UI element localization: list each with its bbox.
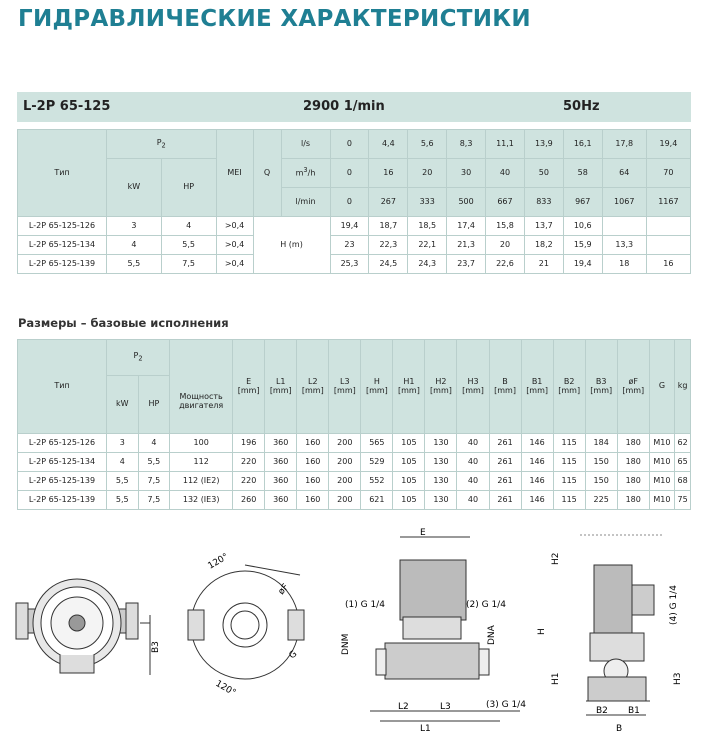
dims-cell-hp: 5,5 xyxy=(138,453,170,472)
label-h: H xyxy=(537,628,547,635)
dims-cell-value: 68 xyxy=(675,472,691,491)
perf-cell-hp: 4 xyxy=(161,217,216,236)
unit-m3h xyxy=(281,159,330,188)
label-dnm: DNM xyxy=(341,633,351,655)
dims-cell-hp: 7,5 xyxy=(138,472,170,491)
flow-m3h-cell: 30 xyxy=(447,159,486,188)
dims-cell-value: 196 xyxy=(233,434,265,453)
perf-cell-h: 18 xyxy=(602,255,646,274)
perf-cell-h: 15,9 xyxy=(563,236,602,255)
label-l1: L1 xyxy=(420,724,431,734)
dims-cell-type: L-2P 65-125-139 xyxy=(18,472,107,491)
label-b3: B3 xyxy=(151,641,161,653)
dims-cell-value: 115 xyxy=(553,453,585,472)
dims-cell-value: 565 xyxy=(361,434,393,453)
dims-p2-label: P xyxy=(133,351,139,361)
perf-cell-h: 22,1 xyxy=(408,236,447,255)
dims-col-header: G xyxy=(649,340,674,434)
flow-lmin-cell: 667 xyxy=(486,188,525,217)
dims-cell-hp: 4 xyxy=(138,434,170,453)
perf-cell-h: 23 xyxy=(330,236,369,255)
flow-m3h-cell: 0 xyxy=(330,159,369,188)
label-g4: (4) G 1/4 xyxy=(669,585,679,625)
dims-cell-type: L-2P 65-125-134 xyxy=(18,453,107,472)
dims-cell-value: 160 xyxy=(297,472,329,491)
label-b: B xyxy=(616,724,623,734)
dims-p2-sub: 2 xyxy=(138,354,143,363)
perf-cell-h: 19,4 xyxy=(330,217,369,236)
flow-ls-cell: 0 xyxy=(330,130,369,159)
dims-cell-value: 360 xyxy=(265,453,297,472)
flow-lmin-cell: 500 xyxy=(447,188,486,217)
label-h2: H2 xyxy=(551,552,561,565)
dims-row xyxy=(18,434,691,453)
technical-drawings xyxy=(0,525,712,755)
dims-cell-value: 146 xyxy=(521,453,553,472)
perf-cell-h xyxy=(646,217,690,236)
perf-cell-kw: 3 xyxy=(107,217,162,236)
perf-col-kw: kW xyxy=(107,159,162,217)
dims-cell-value: 130 xyxy=(425,453,457,472)
dims-cell-value: 150 xyxy=(585,453,617,472)
dims-col-header: kg xyxy=(675,340,691,434)
perf-cell-h xyxy=(646,236,690,255)
perf-cell-h: 15,8 xyxy=(486,217,525,236)
label-e: E xyxy=(420,528,426,538)
dims-col-hp: HP xyxy=(138,376,170,434)
perf-cell-h: 16 xyxy=(646,255,690,274)
dims-cell-value: 130 xyxy=(425,472,457,491)
perf-row xyxy=(18,255,691,274)
unit-ls: l/s xyxy=(281,130,330,159)
dims-cell-value: 180 xyxy=(617,453,649,472)
dims-cell-kw: 3 xyxy=(107,434,139,453)
dims-col-header: øF [mm] xyxy=(617,340,649,434)
label-angle1: 120° xyxy=(206,552,231,572)
perf-cell-kw: 4 xyxy=(107,236,162,255)
dims-cell-value: 62 xyxy=(675,434,691,453)
dims-col-header: B1 [mm] xyxy=(521,340,553,434)
dims-cell-value: 105 xyxy=(393,453,425,472)
perf-p2-sub: 2 xyxy=(161,141,166,150)
flow-ls-cell: 19,4 xyxy=(646,130,690,159)
dims-cell-value: 115 xyxy=(553,434,585,453)
dims-cell-value: 260 xyxy=(233,491,265,510)
dims-cell-value: 225 xyxy=(585,491,617,510)
perf-cell-h: 22,6 xyxy=(486,255,525,274)
dims-col-p2 xyxy=(107,340,170,376)
dims-cell-value: 75 xyxy=(675,491,691,510)
speed: 2900 1/min xyxy=(303,99,385,114)
dims-cell-kw: 5,5 xyxy=(107,472,139,491)
dims-col-header: H1 [mm] xyxy=(393,340,425,434)
flange-top-view xyxy=(188,565,304,679)
dims-col-header: L3 [mm] xyxy=(329,340,361,434)
flow-lmin-cell: 1167 xyxy=(646,188,690,217)
dims-cell-value: M10 xyxy=(649,453,674,472)
label-phif: øF xyxy=(276,582,292,597)
dims-col-header: E [mm] xyxy=(233,340,265,434)
perf-cell-h: 13,7 xyxy=(524,217,563,236)
dims-col-header: H3 [mm] xyxy=(457,340,489,434)
perf-cell-hp: 7,5 xyxy=(161,255,216,274)
perf-col-p2 xyxy=(107,130,217,159)
flow-lmin-cell: 0 xyxy=(330,188,369,217)
perf-cell-type: L-2P 65-125-126 xyxy=(18,217,107,236)
dims-col-header: H [mm] xyxy=(361,340,393,434)
perf-row xyxy=(18,236,691,255)
perf-cell-h xyxy=(602,217,646,236)
dims-cell-value: 360 xyxy=(265,491,297,510)
pump-side-view xyxy=(370,537,520,721)
dims-cell-kw: 4 xyxy=(107,453,139,472)
flow-m3h-cell: 64 xyxy=(602,159,646,188)
dims-cell-value: 200 xyxy=(329,453,361,472)
unit-m3h-base: m xyxy=(295,168,304,178)
dims-col-header: B2 [mm] xyxy=(553,340,585,434)
label-l3: L3 xyxy=(440,702,451,712)
dims-row xyxy=(18,453,691,472)
dims-cell-type: L-2P 65-125-126 xyxy=(18,434,107,453)
label-b2: B2 xyxy=(596,706,608,716)
dims-cell-value: 146 xyxy=(521,434,553,453)
dims-cell-value: 160 xyxy=(297,491,329,510)
perf-cell-h: 18,2 xyxy=(524,236,563,255)
perf-col-q: Q xyxy=(253,130,281,217)
dims-cell-motor: 112 xyxy=(170,453,233,472)
dims-cell-value: 261 xyxy=(489,434,521,453)
perf-cell-h: 25,3 xyxy=(330,255,369,274)
dims-cell-motor: 112 (IE2) xyxy=(170,472,233,491)
dims-cell-value: 200 xyxy=(329,491,361,510)
dims-cell-value: 115 xyxy=(553,472,585,491)
perf-p2-label: P xyxy=(156,137,162,147)
perf-cell-type: L-2P 65-125-134 xyxy=(18,236,107,255)
dims-cell-value: 130 xyxy=(425,434,457,453)
flow-ls-cell: 5,6 xyxy=(408,130,447,159)
perf-h-label: H (m) xyxy=(253,217,330,274)
perf-cell-h: 24,5 xyxy=(369,255,408,274)
dims-col-header: B [mm] xyxy=(489,340,521,434)
label-h3: H3 xyxy=(673,672,683,685)
dims-cell-value: 105 xyxy=(393,472,425,491)
flow-ls-cell: 4,4 xyxy=(369,130,408,159)
dims-col-header: L1 [mm] xyxy=(265,340,297,434)
dims-cell-value: 160 xyxy=(297,453,329,472)
dims-cell-value: 180 xyxy=(617,434,649,453)
flow-lmin-cell: 1067 xyxy=(602,188,646,217)
dims-cell-motor: 100 xyxy=(170,434,233,453)
perf-cell-h: 18,5 xyxy=(408,217,447,236)
dims-cell-value: 360 xyxy=(265,472,297,491)
flow-lmin-cell: 967 xyxy=(563,188,602,217)
dims-cell-value: 180 xyxy=(617,472,649,491)
dims-cell-value: 105 xyxy=(393,434,425,453)
dims-col-motor: Мощность двигателя xyxy=(170,340,233,434)
label-g1: (1) G 1/4 xyxy=(345,600,385,610)
dims-cell-value: 160 xyxy=(297,434,329,453)
dims-col-kw: kW xyxy=(107,376,139,434)
unit-m3h-sup: 3 xyxy=(303,166,308,175)
perf-cell-mei: >0,4 xyxy=(216,255,253,274)
perf-cell-h: 21,3 xyxy=(447,236,486,255)
dims-cell-value: 65 xyxy=(675,453,691,472)
flow-ls-cell: 13,9 xyxy=(524,130,563,159)
dims-cell-value: 621 xyxy=(361,491,393,510)
perf-cell-h: 21 xyxy=(524,255,563,274)
page-title: ГИДРАВЛИЧЕСКИЕ ХАРАКТЕРИСТИКИ xyxy=(18,6,531,32)
model-band xyxy=(17,92,691,122)
label-l2: L2 xyxy=(398,702,409,712)
perf-cell-h: 20 xyxy=(486,236,525,255)
dims-cell-value: 150 xyxy=(585,472,617,491)
flow-m3h-cell: 16 xyxy=(369,159,408,188)
label-b1: B1 xyxy=(628,706,640,716)
dims-cell-value: M10 xyxy=(649,491,674,510)
dims-cell-value: 115 xyxy=(553,491,585,510)
dims-col-header: B3 [mm] xyxy=(585,340,617,434)
perf-cell-h: 23,7 xyxy=(447,255,486,274)
flow-lmin-cell: 333 xyxy=(408,188,447,217)
perf-cell-mei: >0,4 xyxy=(216,217,253,236)
flow-lmin-cell: 267 xyxy=(369,188,408,217)
flow-ls-cell: 8,3 xyxy=(447,130,486,159)
label-h1: H1 xyxy=(551,672,561,685)
dims-cell-type: L-2P 65-125-139 xyxy=(18,491,107,510)
dims-cell-value: 40 xyxy=(457,472,489,491)
dims-cell-value: 360 xyxy=(265,434,297,453)
dims-row xyxy=(18,491,691,510)
dims-cell-value: 529 xyxy=(361,453,393,472)
dims-cell-kw: 5,5 xyxy=(107,491,139,510)
dims-cell-value: 146 xyxy=(521,491,553,510)
flow-lmin-cell: 833 xyxy=(524,188,563,217)
frequency: 50Hz xyxy=(563,99,600,114)
perf-cell-kw: 5,5 xyxy=(107,255,162,274)
perf-cell-h: 10,6 xyxy=(563,217,602,236)
dims-cell-value: 200 xyxy=(329,472,361,491)
dims-cell-value: 180 xyxy=(617,491,649,510)
unit-m3h-tail: /h xyxy=(307,168,316,178)
dims-cell-value: 261 xyxy=(489,491,521,510)
perf-cell-mei: >0,4 xyxy=(216,236,253,255)
dims-cell-value: 552 xyxy=(361,472,393,491)
perf-cell-h: 22,3 xyxy=(369,236,408,255)
dims-cell-value: 40 xyxy=(457,434,489,453)
dims-col-header: H2 [mm] xyxy=(425,340,457,434)
perf-cell-h: 24,3 xyxy=(408,255,447,274)
performance-table xyxy=(17,129,691,274)
perf-cell-h: 17,4 xyxy=(447,217,486,236)
dims-cell-value: 105 xyxy=(393,491,425,510)
flow-ls-cell: 16,1 xyxy=(563,130,602,159)
dims-cell-value: 40 xyxy=(457,453,489,472)
dims-cell-value: 200 xyxy=(329,434,361,453)
dims-col-header: L2 [mm] xyxy=(297,340,329,434)
perf-col-hp: HP xyxy=(161,159,216,217)
perf-cell-hp: 5,5 xyxy=(161,236,216,255)
dims-col-type: Тип xyxy=(18,340,107,434)
perf-cell-h: 19,4 xyxy=(563,255,602,274)
dims-cell-value: 40 xyxy=(457,491,489,510)
dims-cell-value: 220 xyxy=(233,453,265,472)
dims-cell-value: M10 xyxy=(649,472,674,491)
dims-cell-value: M10 xyxy=(649,434,674,453)
flow-m3h-cell: 50 xyxy=(524,159,563,188)
perf-col-type: Тип xyxy=(18,130,107,217)
dims-cell-value: 261 xyxy=(489,453,521,472)
perf-cell-type: L-2P 65-125-139 xyxy=(18,255,107,274)
dims-cell-hp: 7,5 xyxy=(138,491,170,510)
label-dna: DNA xyxy=(487,625,497,645)
dims-cell-value: 220 xyxy=(233,472,265,491)
perf-cell-h: 18,7 xyxy=(369,217,408,236)
flow-m3h-cell: 70 xyxy=(646,159,690,188)
dims-cell-value: 261 xyxy=(489,472,521,491)
dims-cell-value: 130 xyxy=(425,491,457,510)
label-g: G xyxy=(287,649,300,662)
perf-cell-h: 13,3 xyxy=(602,236,646,255)
flow-m3h-cell: 58 xyxy=(563,159,602,188)
flow-m3h-cell: 20 xyxy=(408,159,447,188)
flow-ls-cell: 17,8 xyxy=(602,130,646,159)
flow-ls-cell: 11,1 xyxy=(486,130,525,159)
dimensions-table xyxy=(17,339,691,510)
pump-rear-view xyxy=(580,535,662,715)
flow-m3h-cell: 40 xyxy=(486,159,525,188)
label-g3: (3) G 1/4 xyxy=(486,700,526,710)
perf-row xyxy=(18,217,691,236)
label-angle2: 120° xyxy=(213,678,238,699)
dims-title: Размеры – базовые исполнения xyxy=(18,316,229,330)
dims-cell-value: 146 xyxy=(521,472,553,491)
unit-lmin: l/min xyxy=(281,188,330,217)
dims-cell-value: 184 xyxy=(585,434,617,453)
model-name: L-2P 65-125 xyxy=(23,99,111,114)
dims-cell-motor: 132 (IE3) xyxy=(170,491,233,510)
perf-col-mei: MEI xyxy=(216,130,253,217)
pump-front-view xyxy=(16,579,150,675)
dims-row xyxy=(18,472,691,491)
label-g2: (2) G 1/4 xyxy=(466,600,506,610)
